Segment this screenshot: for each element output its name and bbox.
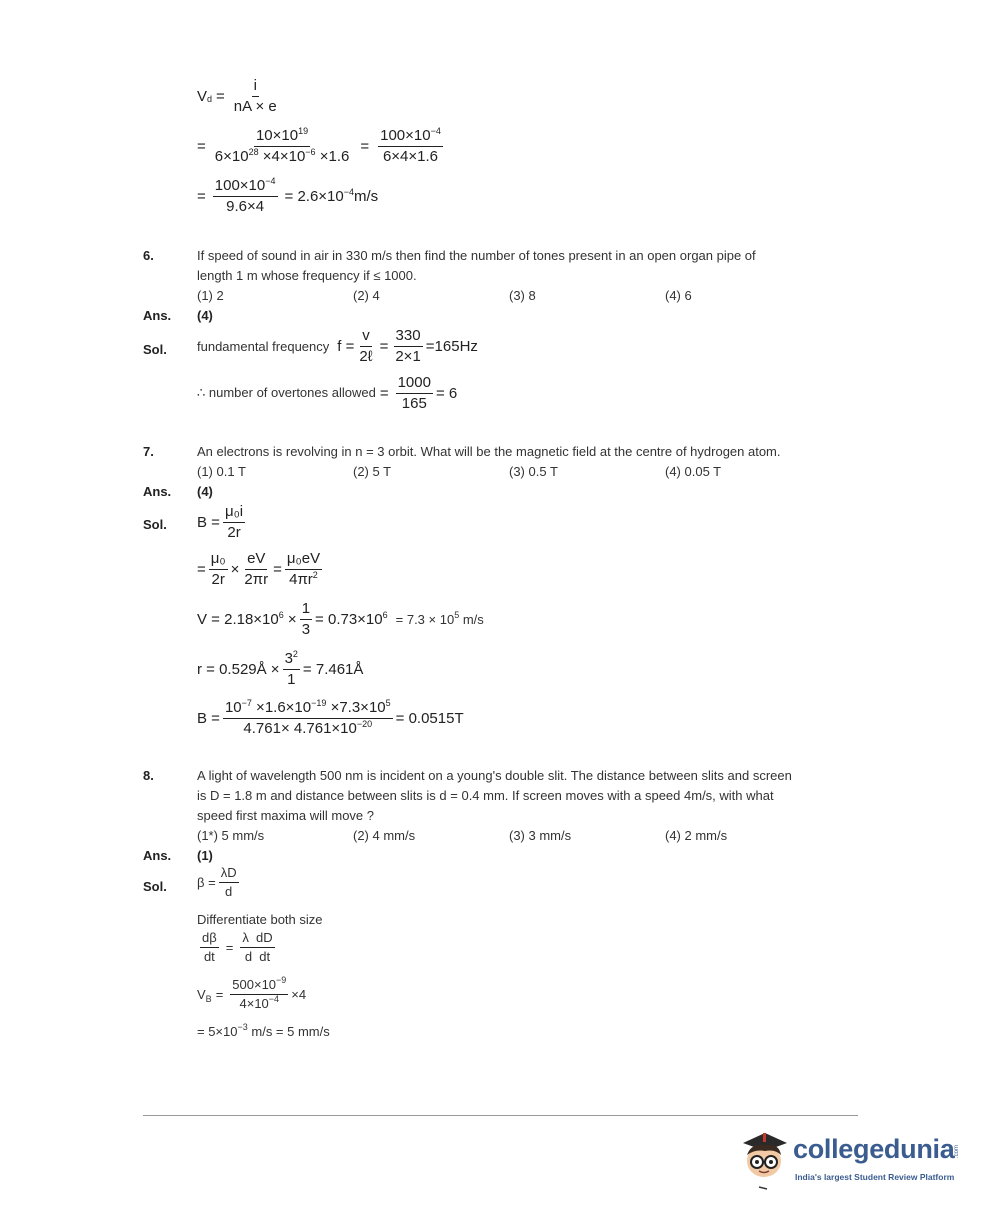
q7-sol-step2: = $\frac{\text{μ₀}}{2r}$ × $\frac{eV}{2\pi r}$ = $\frac{\text{μ₀eV}}{4\pi r^2}$ [197, 550, 321, 588]
q8-number: 8. [143, 768, 154, 783]
q7-number: 7. [143, 444, 154, 459]
q8-option-2: (2) 4 mm/s [353, 828, 416, 843]
q8-text-line3: speed first maxima will move ? [197, 808, 374, 823]
q6-text-line2: length 1 m whose frequency if ≤ 1000. [197, 268, 417, 283]
q6-option-3: (3) 8 [509, 288, 536, 303]
q6-number: 6. [143, 248, 154, 263]
q7-option-1: (1) 0.1 T [197, 464, 246, 479]
q8-option-1: (1*) 5 mm/s [197, 828, 265, 843]
q8-sol-result: = $5\times 10^{-3}$ m/s = 5 mm/s [197, 1022, 330, 1039]
collegedunia-logo [735, 1125, 965, 1195]
q8-options [197, 828, 821, 843]
vd-substitution: = $\frac{10\times 10^{19}}{6\times 10^{28} \times 4\times 10^{-6} \times 1.6}$ = $\frac{100\times 10^{-4}}{6\times 4\times 1.6}$ [197, 126, 441, 165]
q6-sol-fundamental: fundamental frequency f = $\frac{v}{\text{2ℓ}}$ = $\frac{330}{2\times 1}$ =165Hz [197, 327, 478, 365]
q6-option-1: (1) 2 [197, 288, 224, 303]
q7-sol-field: B = $\frac{10^{-7} \times 1.6\times 10^{-19} \times 7.3\times 10^5}{4.761\times 4.761\times 10^{-20}}$ = 0.0515T [197, 698, 464, 737]
brand-tagline: India's largest Student Review Platform [795, 1172, 955, 1182]
q7-text-line1: An electrons is revolving in n = 3 orbit. What will be the magnetic field at the centre of hydrogen atom. [197, 444, 781, 459]
q7-sol-step1: B = $\frac{\text{μ₀i}}{2r}$ [197, 503, 244, 541]
q7-options [197, 464, 821, 479]
vd-formula: V d = $\frac{i}{nA \times e}$ [197, 77, 277, 115]
q8-sol-label: Sol. [143, 879, 167, 894]
q7-option-2: (2) 5 T [353, 464, 392, 479]
q8-ans-label: Ans. [143, 848, 172, 863]
q8-sol-velocity: $V_B$ = $\frac{500\times 10^{-9}}{4\times 10^{-4}}$ ×4 [197, 975, 307, 1011]
q7-option-3: (3) 0.5 T [509, 464, 558, 479]
q8-option-4: (4) 2 mm/s [665, 828, 728, 843]
q6-option-2: (2) 4 [353, 288, 380, 303]
q6-ans-label: Ans. [143, 308, 172, 323]
q6-text-line1: If speed of sound in air in 330 m/s then find the number of tones present in an open organ pipe of [197, 248, 756, 263]
q7-sol-label: Sol. [143, 517, 167, 532]
q8-text-line1: A light of wavelength 500 nm is incident on a young's double slit. The distance between slits and screen [197, 768, 792, 783]
q7-ans-value: (4) [197, 484, 213, 499]
brand-wordmark: collegedunia [793, 1134, 955, 1164]
q7-ans-label: Ans. [143, 484, 172, 499]
q8-text-line2: is D = 1.8 m and distance between slits is d = 0.4 mm. If screen moves with a speed 4m/s, with what [197, 788, 774, 803]
mascot-icon [735, 1125, 793, 1195]
q7-sol-radius: r = 0.529Å × $\frac{3^2}{1}$ = 7.461Å [197, 649, 364, 688]
q8-sol-fringe-width: β = $\frac{\lambda D}{d}$ [197, 865, 237, 899]
q7-option-4: (4) 0.05 T [665, 464, 722, 479]
q6-options [197, 288, 821, 303]
q7-sol-velocity: $V = 2.18\times 10^6$ × $\frac{1}{3}$ = $0.73\times 10^6$ = $7.3 \times 10^5$ m/s [197, 600, 484, 638]
q6-ans-value: (4) [197, 308, 213, 323]
q6-option-4: (4) 6 [665, 288, 692, 303]
q8-sol-derivative: $\frac{d\beta}{dt}$ = $\frac{\text{λ dD}}{\text{d dt}}$ [202, 930, 273, 964]
q8-ans-value: (1) [197, 848, 213, 863]
q6-sol-label: Sol. [143, 342, 167, 357]
footer-divider [143, 1115, 858, 1116]
q8-option-3: (3) 3 mm/s [509, 828, 572, 843]
vd-result: = $\frac{100\times 10^{-4}}{9.6\times 4}$ = $2.6\times 10^{-4}m/s$ [197, 176, 379, 215]
brand-dotcom: .com [954, 1145, 960, 1159]
q6-sol-overtones: ∴ number of overtones allowed = $\frac{1000}{165}$ = 6 [197, 374, 458, 412]
q8-sol-differentiate: Differentiate both size [197, 912, 323, 927]
